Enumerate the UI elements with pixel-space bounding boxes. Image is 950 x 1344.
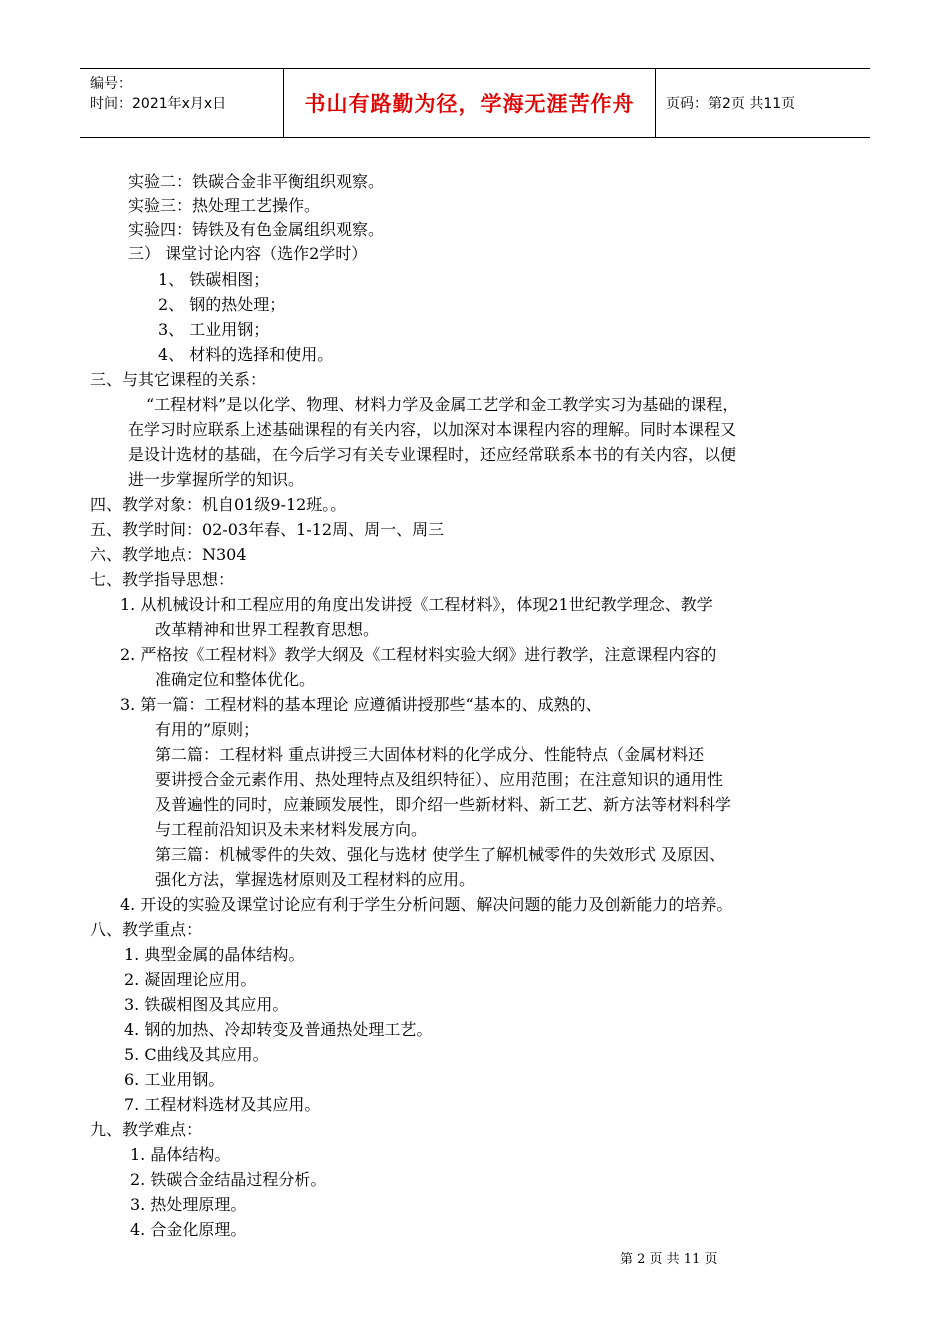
motto: 书山有路勤为径，学海无涯苦作舟 — [304, 92, 635, 116]
list-item: 6. 工业用钢。 — [124, 1070, 225, 1089]
text-line: 实验二：铁碳合金非平衡组织观察。 — [128, 172, 385, 191]
section-heading: 九、教学难点： — [90, 1120, 203, 1139]
text-line: 2、 钢的热处理； — [158, 295, 286, 314]
text-line: 3、 工业用钢； — [158, 320, 270, 339]
section-heading: 三、与其它课程的关系： — [90, 370, 267, 389]
text-line: 准确定位和整体优化。 — [155, 670, 316, 689]
text-line: 2. 严格按《工程材料》教学大纲及《工程材料实验大纲》进行教学，注意课程内容的 — [120, 645, 717, 664]
text-line: 与工程前沿知识及未来材料发展方向。 — [155, 820, 428, 839]
list-item: 7. 工程材料选材及其应用。 — [124, 1095, 321, 1114]
code-label: 编号： — [90, 76, 132, 92]
list-item: 3. 铁碳相图及其应用。 — [124, 995, 289, 1014]
text-line: 实验三：热处理工艺操作。 — [128, 196, 321, 215]
section-heading: 八、教学重点： — [90, 920, 203, 939]
header-motto-cell — [284, 69, 656, 137]
text-line: 有用的”原则； — [155, 720, 260, 739]
text-line: 3. 第一篇：工程材料的基本理论 应遵循讲授那些“基本的、成熟的、 — [120, 695, 602, 714]
section-heading: 五、教学时间：02-03年春、1-12周、周一、周三 — [90, 520, 445, 539]
list-item: 2. 凝固理论应用。 — [124, 970, 257, 989]
list-item: 4. 合金化原理。 — [130, 1220, 247, 1239]
text-line: 实验四：铸铁及有色金属组织观察。 — [128, 220, 385, 239]
text-line: 改革精神和世界工程教育思想。 — [155, 620, 380, 639]
text-line: 4. 开设的实验及课堂讨论应有利于学生分析问题、解决问题的能力及创新能力的培养。 — [120, 895, 733, 914]
text-line: “工程材料”是以化学、物理、材料力学及金属工艺学和金工教学实习为基础的课程， — [146, 395, 739, 414]
section-heading: 四、教学对象：机自01级9-12班。。 — [90, 495, 347, 514]
list-item: 5. C曲线及其应用。 — [124, 1045, 269, 1064]
header-page-cell — [656, 69, 870, 137]
text-line: 第二篇：工程材料 重点讲授三大固体材料的化学成分、性能特点（金属材料还 — [155, 745, 705, 764]
text-line: 进一步掌握所学的知识。 — [128, 470, 305, 489]
page-label: 页码：第2页 共11页 — [666, 96, 796, 112]
text-line: 1. 从机械设计和工程应用的角度出发讲授《工程材料》，体现21世纪教学理念、教学 — [120, 595, 713, 614]
text-line: 三） 课堂讨论内容（选作2学时） — [128, 244, 368, 263]
list-item: 4. 钢的加热、冷却转变及普通热处理工艺。 — [124, 1020, 433, 1039]
text-line: 及普遍性的同时，应兼顾发展性，即介绍一些新材料、新工艺、新方法等材料科学 — [155, 795, 732, 814]
time-label: 时间：2021年x月x日 — [90, 96, 227, 112]
header-meta — [80, 69, 284, 137]
text-line: 是设计选材的基础，在今后学习有关专业课程时，还应经常联系本书的有关内容，以便 — [128, 445, 737, 464]
list-item: 3. 热处理原理。 — [130, 1195, 247, 1214]
section-heading: 七、教学指导思想： — [90, 570, 235, 589]
text-line: 强化方法，掌握选材原则及工程材料的应用。 — [155, 870, 476, 889]
text-line: 要讲授合金元素作用、热处理特点及组织特征）、应用范围；在注意知识的通用性 — [155, 770, 724, 789]
list-item: 1. 典型金属的晶体结构。 — [124, 945, 305, 964]
page-footer: 第 2 页 共 11 页 — [620, 1252, 718, 1267]
section-heading: 六、教学地点：N304 — [90, 545, 247, 564]
list-item: 2. 铁碳合金结晶过程分析。 — [130, 1170, 327, 1189]
text-line: 1、 铁碳相图； — [158, 270, 270, 289]
text-line: 第三篇：机械零件的失效、强化与选材 使学生了解机械零件的失效形式 及原因、 — [155, 845, 726, 864]
text-line: 4、 材料的选择和使用。 — [158, 345, 334, 364]
text-line: 在学习时应联系上述基础课程的有关内容，以加深对本课程内容的理解。同时本课程又 — [128, 420, 737, 439]
list-item: 1. 晶体结构。 — [130, 1145, 231, 1164]
page-header — [80, 68, 870, 138]
